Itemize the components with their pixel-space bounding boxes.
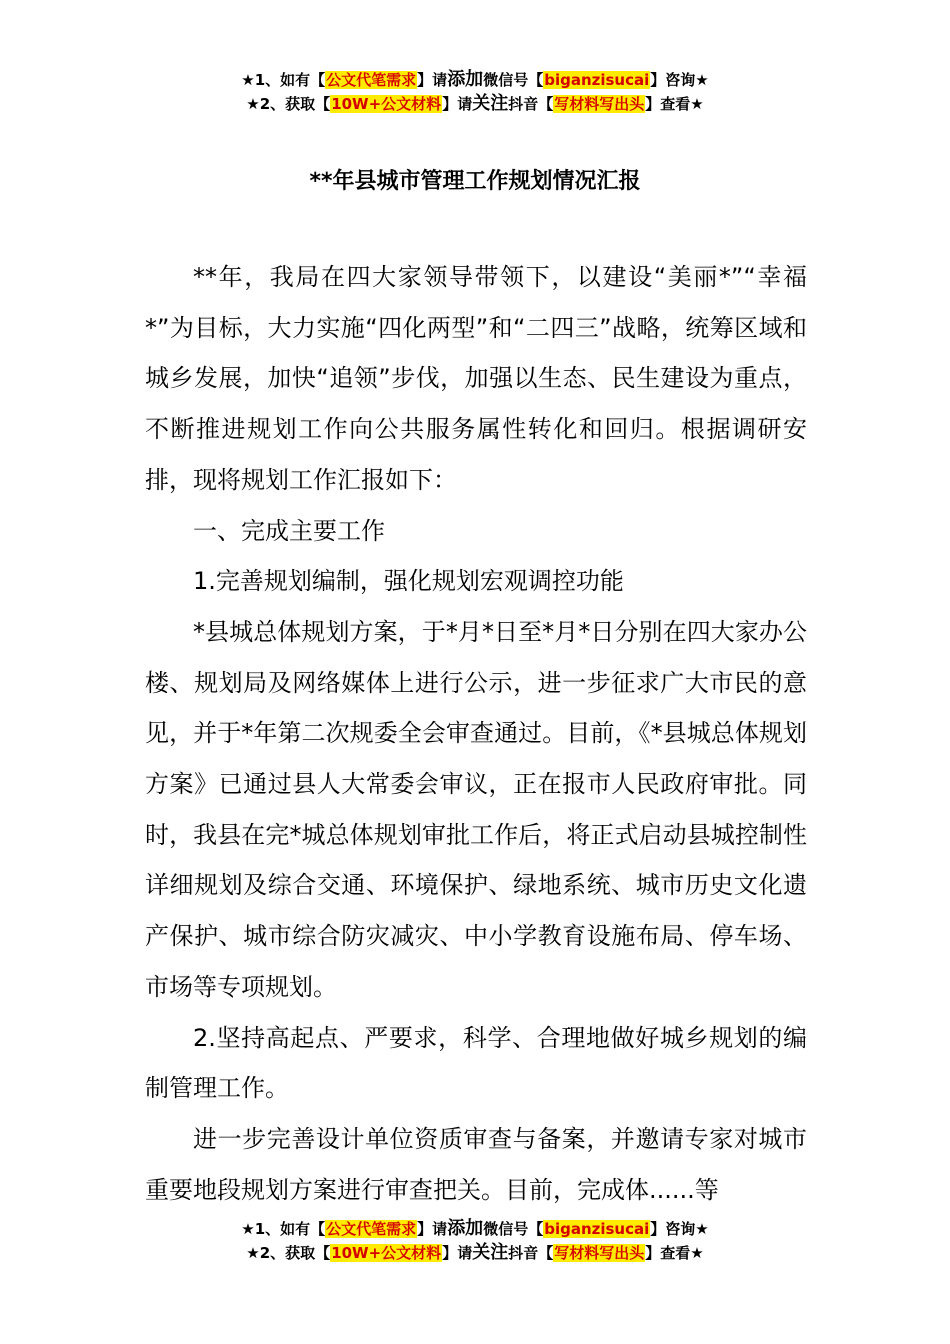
promo-banner-top [0, 68, 950, 116]
document-title: **年县城市管理工作规划情况汇报 [309, 169, 641, 194]
promo-line-1: ★1、如有【公文代笔需求】请添加微信号【biganzisucai】咨询★ [241, 69, 709, 90]
highlight-service: 公文代笔需求 [326, 1220, 417, 1238]
promo-line-2: ★2、获取【10W+公文材料】请关注抖音【写材料写出头】查看★ [246, 1242, 704, 1263]
highlight-douyin-account: 写材料写出头 [554, 95, 645, 113]
highlight-materials: 10W+公文材料 [331, 1244, 442, 1262]
subheading-1: 1.完善规划编制，强化规划宏观调控功能 [193, 567, 624, 596]
paragraph-planning: *县城总体规划方案，于*月*日至*月*日分别在四大家办公楼、规划局及网络媒体上进行公示，进一步征求广大市民的意见，并于*年第二次规委全会审查通过。目前，《*县城总体规划方案》已通过县人大常委会审议，正在报市人民政府审批。同时，我县在完*城总体规划审批工作后，将正式启动县城控制性详细规划及综合交通、环境保护、绿地系统、城市历史文化遗产保护、城市综合防灾减灾、中小学教育设施布局、停车场、市场等专项规划。 [145, 617, 807, 1001]
highlight-wechat-id: biganzisucai [544, 1220, 650, 1238]
paragraph-intro: **年，我局在四大家领导带领下，以建设“美丽*”“幸福*”为目标，大力实施“四化两型”和“二四三”战略，统筹区域和城乡发展，加快“追领”步伐，加强以生态、民生建设为重点，不断推进规划工作向公共服务属性转化和回归。根据调研安排，现将规划工作汇报如下： [145, 263, 807, 494]
section-heading: 一、完成主要工作 [193, 516, 385, 545]
promo-line-1: ★1、如有【公文代笔需求】请添加微信号【biganzisucai】咨询★ [241, 1218, 709, 1239]
highlight-douyin-account: 写材料写出头 [554, 1244, 645, 1262]
highlight-service: 公文代笔需求 [326, 71, 417, 89]
document-body [145, 252, 807, 1215]
paragraph-review: 进一步完善设计单位资质审查与备案，并邀请专家对城市重要地段规划方案进行审查把关。目前，完成体......等 [145, 1124, 807, 1204]
highlight-materials: 10W+公文材料 [331, 95, 442, 113]
promo-line-2: ★2、获取【10W+公文材料】请关注抖音【写材料写出头】查看★ [246, 93, 704, 114]
subheading-2: 2.坚持高起点、严要求，科学、合理地做好城乡规划的编制管理工作。 [145, 1023, 807, 1103]
highlight-wechat-id: biganzisucai [544, 71, 650, 89]
promo-banner-bottom [0, 1217, 950, 1265]
